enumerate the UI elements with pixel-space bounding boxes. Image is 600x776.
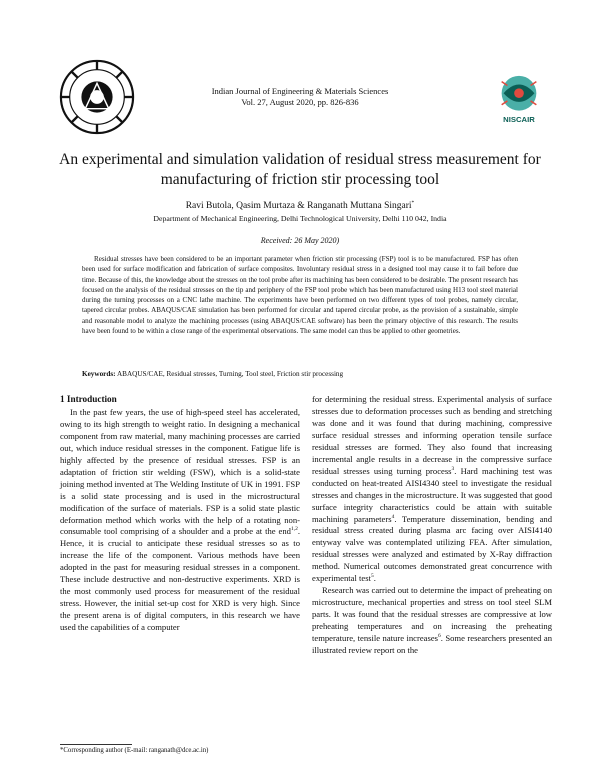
paragraph-text: In the past few years, the use of high-speed steel has accelerated, owing to its high strength to weight ratio. In designing a mechanical component from raw material, many machining processes are carried out, which induce residual stresses in the component. Fatigue life is highly affected by the presence of residual stresses. FSP is an adaptation of friction stir welding (FSW), which is a solid-state joining method invented at The Welding Institute of UK in 1991. FSP is a solid state processing and is used in the microstructural modification of the surface of materials. FSP is a solid state plastic deformation method which works with the help of a rotating non-consumable tool comprising of a shoulder and a probe at the end (60, 406, 300, 537)
niscair-logo (490, 72, 548, 126)
corresponding-author-mark: * (411, 199, 415, 206)
paragraph-text: . Some researchers presented an illustrated review report on the (312, 633, 553, 656)
institute-seal-logo (58, 58, 136, 136)
paragraph-text: Research was carried out to determine the impact of preheating on microstructure, mechanical properties and stress on tool steel SLM parts. It was found that the residual stresses are compressive at low preheating temperatures and on increasing the preheating temperature, tensile nature increases (312, 585, 552, 644)
citation[interactable]: 5 (370, 573, 374, 580)
abstract (82, 254, 518, 336)
body-column-right (312, 394, 552, 657)
abstract-text: Residual stresses have been considered to be an important parameter when friction stir processing (FSP) tool is to be manufactured. FSP has often been used for surface modification and fabrication of surface composites. Involuntary residual stress in a designed tool may cause it to fail before due time. Because of this, the knowledge about the stresses on the tool probe after its machining has been considered to be desirable. The present research has focused on the analysis of the residual stresses on the tip and periphery of the FSP tool probe which has been manufactured using H13 tool steel material during the turning processes on a CNC lathe machine. The experiments have been performed on two different types of tool probes, namely circular, tapered circular probes. ABAQUS/CAE simulation has been performed for circular and tapered circular probe, as the provision of a sustainable, simple and reasonable model to analyze the machining processes (using ABAQUS/CAE software) has been the primary objective of this research. The results have been found to be within a close range of the experimental observations. The same model can thus be applied to other geometries. (82, 255, 518, 336)
paragraph (312, 394, 552, 585)
niscair-logo-text: NISCAIR (503, 115, 535, 125)
keywords-text: ABAQUS/CAE, Residual stresses, Turning, Tool steel, Friction stir processing (116, 370, 344, 378)
author-list (40, 200, 560, 213)
journal-volume: Vol. 27, August 2020, pp. 826-836 (241, 97, 359, 107)
journal-header (150, 86, 450, 108)
citation[interactable]: 6 (437, 633, 441, 640)
paragraph (312, 585, 552, 657)
citation[interactable]: 4 (391, 513, 395, 520)
journal-name: Indian Journal of Engineering & Materials Sciences (211, 86, 389, 96)
paragraph-text: . (373, 573, 376, 584)
paragraph (60, 407, 300, 634)
footnote: *Corresponding author (E-mail: ranganath@dce.ac.in) (60, 747, 209, 754)
footnote-divider (60, 744, 132, 745)
received-date: Received: 26 May 2020) (260, 236, 340, 245)
keywords (82, 370, 518, 378)
citation[interactable]: 1,2 (290, 526, 298, 533)
citation[interactable]: 3 (451, 465, 455, 472)
body-column-left (60, 394, 300, 634)
paragraph-text: . Hence, it is crucial to anticipate these residual stresses so as to increase the life of the component. Various methods have been adopted in the past for measuring residual stresses in a component. These include destructive and non-destructive experiments. XRD is the most commonly used process for measurement of the residual stress. However, the initial set-up cost for XRD is very high. Since the present arena is of digital computers, in this research we have used the capabilities of a computer (60, 526, 300, 633)
paragraph-text: for determining the residual stress. Experimental analysis of surface stresses due to deformation processes such as bending and stretching was done and it was found that during machining, compressive surface residual stresses and informing operation tensile surface residual stresses are formed. They also found that increasing incremental angle results in a decrease in the compressive surface residual stresses using turning process (312, 394, 552, 476)
section-heading: 1 Introduction (60, 394, 117, 404)
keywords-label: Keywords: (82, 370, 116, 378)
author-names: Ravi Butola, Qasim Murtaza & Ranganath Muttana Singari (185, 201, 412, 211)
affiliation: Department of Mechanical Engineering, Delhi Technological University, Delhi 110 042, India (153, 214, 447, 223)
paragraph-text: . Hard machining test was conducted on heat-treated AISI4340 steel to investigate the residual stresses and changes in the microstructure. It was suggested that good surface integrity characteristics could be attain with suitable machining parameters (312, 465, 552, 524)
paragraph-text: . Temperature dissemination, bending and residual stress created during plasma arc facing over AISI4140 entyway valve was contemplated utilizing FEA. After simulation, residual stresses were analyzed and estimated by X-Ray diffraction method. Numerical outcomes demonstrated great concurrence with experimental test (312, 513, 552, 584)
paper-title: An experimental and simulation validation of residual stress measurement for manufacturing of friction stir processing tool (59, 151, 541, 188)
